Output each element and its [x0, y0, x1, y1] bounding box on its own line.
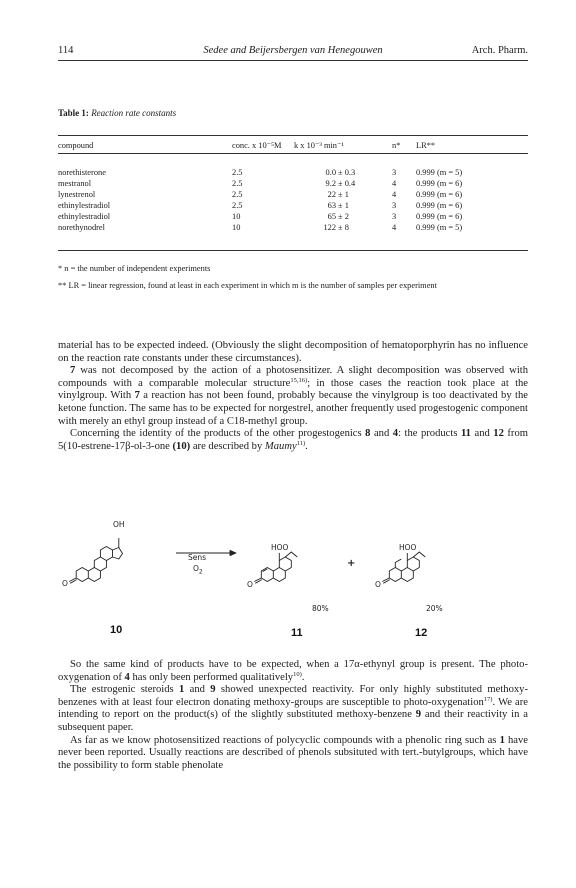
- text-run: and: [470, 428, 494, 440]
- cell-compound: mestranol: [58, 179, 92, 188]
- cell-k: 65: [327, 212, 336, 221]
- compound-ref: 4: [124, 671, 130, 683]
- citation: 17): [483, 695, 493, 703]
- table-caption-text: Reaction rate constants: [91, 108, 177, 118]
- structure-12: [382, 552, 425, 583]
- table-footnote-1: * n = the number of independent experiments: [58, 264, 211, 273]
- text-run: showed unexpected reactivity. For only highly substituted methoxy-benzenes with at least four electron donating methoxy-groups are susceptible to photo-oxygenation: [58, 684, 529, 708]
- cell-k: 22: [327, 190, 336, 199]
- compound-label-10: 10: [110, 624, 123, 636]
- plus-sign: +: [347, 558, 356, 569]
- cell-lr: 0.999 (m = 5): [416, 168, 463, 177]
- text-run: The estrogenic steroids: [70, 684, 179, 696]
- structure-11: [254, 552, 297, 583]
- compound-ref: 8: [365, 428, 371, 440]
- compound-label-12: 12: [415, 627, 428, 639]
- cell-conc: 2.5: [232, 201, 243, 210]
- citation: 10): [293, 670, 302, 678]
- table-caption: [58, 108, 176, 118]
- ketone-o-label: O: [62, 579, 68, 588]
- table-bottom-rule: [58, 250, 528, 251]
- cell-k: 63: [327, 201, 336, 210]
- table-row: [58, 211, 528, 222]
- cell-compound: norethynodrel: [58, 223, 105, 232]
- cell-n: 4: [392, 223, 397, 232]
- text-run: and their reactivity in a subsequent paper.: [58, 709, 528, 733]
- text-run: has only been performed qualitatively: [129, 671, 294, 683]
- text-run: from 5(10-estrene-17β-ol-3-one: [58, 428, 528, 452]
- hydroxyl-label: OH: [113, 520, 125, 529]
- cell-n: 3: [392, 212, 397, 221]
- text-run: was not decomposed by the action of a photosensitizer. A slight decomposition was observed with compounds with a comparable molecular structure: [58, 365, 528, 389]
- cell-conc: 2.5: [232, 179, 243, 188]
- cell-k: 122: [323, 223, 336, 232]
- structure-10: [69, 538, 122, 583]
- oxygen-subscript: 2: [198, 568, 203, 576]
- compound-label-11: 11: [291, 627, 303, 639]
- cell-k-error: ± 0.3: [338, 168, 356, 177]
- text-run: and: [184, 684, 211, 696]
- citation: 15,16): [290, 376, 308, 384]
- table-top-rule: [58, 135, 528, 136]
- cell-k-error: ± 2: [338, 212, 349, 221]
- paragraph: material has to be expected indeed. (Obviously the slight decomposition of hematoporphyrin has no influence on the reaction rate constants under these circumstances).: [58, 340, 528, 364]
- cell-lr: 0.999 (m = 6): [416, 201, 463, 210]
- compound-ref: 4: [392, 428, 399, 440]
- text-run: So the same kind of products have to be expected, when a 17α-ethynyl group is present. The photo-oxygenation of: [58, 659, 528, 683]
- header-rule: [58, 60, 528, 61]
- yield-12: 20%: [426, 604, 443, 613]
- table-row: [58, 178, 528, 189]
- table-row: [58, 152, 528, 178]
- paragraph: [58, 428, 528, 453]
- paragraph: [58, 735, 528, 773]
- cell-k-error: ± 8: [338, 223, 349, 232]
- hydroperoxide-label: HOO: [399, 543, 417, 552]
- author-ref: Maumy: [264, 440, 297, 452]
- col-header-k: k x 10⁻³ min⁻¹: [294, 141, 344, 150]
- cell-n: 3: [392, 201, 397, 210]
- body-text-upper: [58, 340, 528, 453]
- cell-n: 4: [392, 179, 397, 188]
- text-run: ; in those cases the reaction took place at the vinylgroup. With: [58, 377, 529, 402]
- compound-ref: 1: [179, 684, 185, 696]
- paragraph: [58, 365, 528, 428]
- cell-lr: 0.999 (m = 6): [416, 179, 463, 188]
- rate-constants-table: [58, 139, 528, 233]
- paragraph: [58, 659, 528, 684]
- table-footnote-2: ** LR = linear regression, found at least in each experiment in which m is the number of samples per experiment: [58, 281, 437, 290]
- compound-ref: 9: [415, 709, 422, 721]
- text-run: : the products: [398, 428, 461, 440]
- col-header-n: n*: [392, 141, 401, 150]
- compound-ref: 11: [460, 428, 471, 440]
- table-row: [58, 189, 528, 200]
- citation: 11): [296, 439, 306, 447]
- col-header-lr: LR**: [416, 141, 436, 150]
- cell-lr: 0.999 (m = 5): [416, 223, 463, 232]
- page-number: 114: [58, 45, 74, 56]
- cell-k-error: ± 1: [338, 190, 349, 199]
- text-run: a reaction has not been found, probably because the vinylgroup is too deactivated by the ketone function. The same has to be expected for norgestrel, another frequently used progestogenic component with merely an ethyl group instead of a C18-methyl group.: [58, 390, 528, 427]
- table-row: [58, 222, 528, 233]
- cell-lr: 0.999 (m = 6): [416, 212, 463, 221]
- col-header-compound: compound: [58, 141, 94, 150]
- cell-lr: 0.999 (m = 6): [416, 190, 463, 199]
- text-run: .: [301, 671, 305, 683]
- cell-k: 9.2: [325, 179, 336, 188]
- ketone-o-label: O: [247, 580, 253, 589]
- cell-n: 3: [392, 168, 397, 177]
- body-text-lower: [58, 659, 528, 772]
- compound-ref: 7: [70, 365, 76, 377]
- cell-k: 0.0: [325, 168, 336, 177]
- table-caption-label: Table 1:: [58, 108, 89, 118]
- cell-conc: 2.5: [232, 168, 243, 177]
- text-run: are described by: [190, 440, 265, 452]
- compound-ref: 7: [134, 390, 140, 402]
- col-header-conc: conc. x 10⁻⁵M: [232, 141, 282, 150]
- compound-ref: (10): [172, 440, 191, 452]
- cell-conc: 2.5: [232, 190, 243, 199]
- table-row: [58, 200, 528, 211]
- running-header: [58, 44, 528, 58]
- text-run: .: [305, 440, 308, 452]
- oxygen-symbol: O: [193, 564, 199, 573]
- compound-ref: 1: [499, 734, 505, 746]
- sensitizer-label: Sens: [188, 553, 207, 562]
- table-header-row: [58, 139, 528, 152]
- journal-name: Arch. Pharm.: [471, 45, 528, 56]
- text-run: have never been reported. Usually reactions are described of phenols subsituted with tert.-butylgroups, which have the possibility to form stable phenolate: [58, 734, 528, 771]
- yield-11: 80%: [312, 604, 329, 613]
- text-run: . We are intending to report on the product(s) of the slightly substituted methoxy-benzene: [58, 696, 528, 721]
- ketone-o-label: O: [375, 580, 381, 589]
- reaction-scheme: [58, 508, 528, 648]
- oxygen-label: [193, 564, 203, 576]
- cell-k-error: ± 0.4: [338, 179, 356, 188]
- cell-compound: ethinylestradiol: [58, 201, 111, 210]
- cell-compound: norethisterone: [58, 168, 106, 177]
- compound-ref: 9: [210, 684, 216, 696]
- cell-compound: lynestrenol: [58, 190, 96, 199]
- paragraph: [58, 684, 528, 734]
- hydroperoxide-label: HOO: [271, 543, 289, 552]
- cell-conc: 10: [232, 212, 241, 221]
- cell-compound: ethinylestradiol: [58, 212, 111, 221]
- text-run: As far as we know photosensitized reactions of polycyclic compounds with a phenolic ring such as: [70, 734, 500, 746]
- cell-n: 4: [392, 190, 397, 199]
- text-run: and: [370, 428, 393, 440]
- running-authors: Sedee and Beijersbergen van Henegouwen: [203, 45, 383, 56]
- cell-k-error: ± 1: [338, 201, 349, 210]
- cell-conc: 10: [232, 223, 241, 232]
- compound-ref: 12: [493, 428, 504, 440]
- text-run: Concerning the identity of the products of the other progestogenics: [70, 428, 366, 440]
